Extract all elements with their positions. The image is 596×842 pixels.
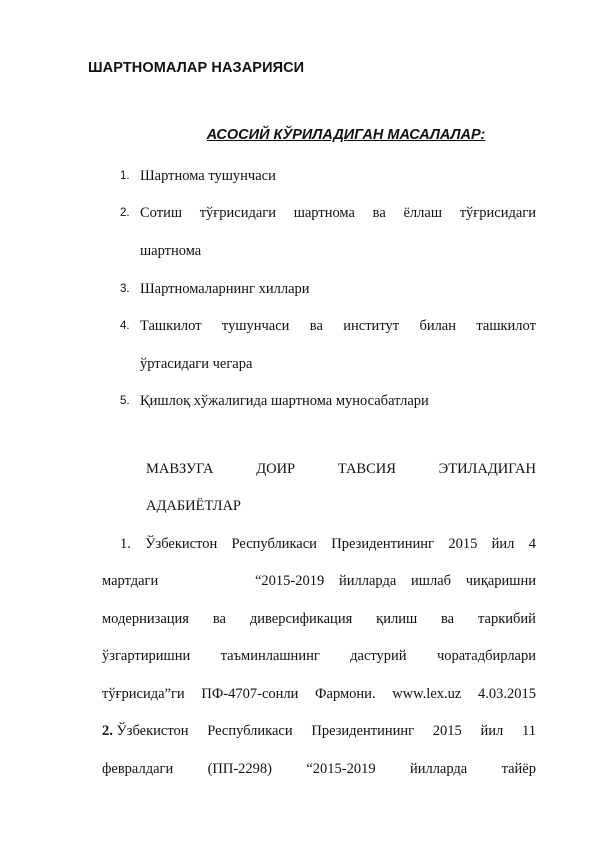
word: Сотиш: [140, 205, 182, 221]
word: йилларда: [409, 761, 468, 777]
topic-number: 2.: [120, 207, 130, 219]
word: “2015-2019: [255, 573, 325, 589]
topic-number: 4.: [120, 320, 130, 332]
topic-text-line: шартнома: [140, 243, 202, 259]
word: 4: [528, 536, 536, 552]
word: тўғрисидаги: [199, 205, 276, 221]
reference-line: [102, 686, 536, 703]
word: www.lex.uz: [392, 686, 462, 702]
word: таъминлашнинг: [220, 648, 320, 664]
word: Ўзбекистон: [145, 536, 218, 552]
word: “2015-2019: [306, 761, 376, 777]
topic-text: Шартнома тушунчаси: [140, 168, 276, 184]
references-heading: [146, 461, 536, 478]
word: Фармони.: [315, 686, 376, 702]
reference-line: [102, 723, 536, 740]
word: ПФ-4707-сонли: [201, 686, 299, 702]
word: дастурий: [350, 648, 407, 664]
topic-number: 5.: [120, 395, 130, 407]
topic-text: Шартномаларнинг хиллари: [140, 281, 310, 297]
word: чиқаришни: [465, 573, 536, 589]
word: (ПП-2298): [207, 761, 273, 777]
word: тўғрисида”ги: [102, 686, 185, 702]
word: ўзгартиришни: [102, 648, 191, 664]
word: тўғрисидаги: [459, 205, 536, 221]
word: чоратадбирлари: [436, 648, 536, 664]
document-title: ШАРТНОМАЛАР НАЗАРИЯСИ: [88, 60, 305, 76]
topic-text: Қишлоқ хўжалигида шартнома муносабатлари: [140, 393, 429, 409]
reference-line: [102, 611, 536, 628]
word: 11: [522, 723, 536, 739]
references-heading-line2: АДАБИЁТЛАР: [146, 498, 241, 514]
word: шартнома: [293, 205, 355, 221]
word: ТАВСИЯ: [337, 461, 396, 477]
reference-segment: [255, 573, 536, 590]
word: ДОИР: [256, 461, 296, 477]
word: 2015: [432, 723, 462, 739]
reference-line: [102, 648, 536, 665]
word: тайёр: [501, 761, 536, 777]
word: таркибий: [478, 611, 536, 627]
word: ва: [309, 318, 323, 334]
word: 1.: [120, 536, 131, 552]
word: тушунчаси: [221, 318, 290, 334]
topic-text-line: [140, 205, 536, 222]
topic-text-line: ўртасидаги чегара: [140, 356, 253, 372]
word: қилиш: [376, 611, 418, 627]
word: ва: [441, 611, 455, 627]
word: мартдаги: [102, 573, 159, 589]
word: йил: [491, 536, 515, 552]
word: билан: [419, 318, 457, 334]
reference-line: [120, 536, 536, 553]
word: йилларда: [339, 573, 397, 589]
word: йил: [480, 723, 504, 739]
word: институт: [343, 318, 400, 334]
topic-number: 3.: [120, 283, 130, 295]
word: Ташкилот: [140, 318, 202, 334]
word: ва: [212, 611, 226, 627]
word: 4.03.2015: [477, 686, 536, 702]
word: модернизация: [102, 611, 189, 627]
topic-text-line: [140, 318, 536, 335]
word: февралдаги: [102, 761, 174, 777]
word: диверсификация: [249, 611, 353, 627]
word: Президентининг: [311, 723, 415, 739]
word: Республикаси: [207, 723, 293, 739]
word: Президентининг: [331, 536, 434, 552]
word: 2. Ўзбекистон: [102, 723, 189, 739]
word: ёллаш: [403, 205, 442, 221]
word: 2015: [448, 536, 478, 552]
reference-line: [102, 761, 536, 778]
word: ташкилот: [476, 318, 536, 334]
word: МАВЗУГА: [146, 461, 214, 477]
topic-number: 1.: [120, 170, 130, 182]
section-subtitle: АСОСИЙ КЎРИЛАДИГАН МАСАЛАЛАР:: [206, 127, 486, 143]
word: ЭТИЛАДИГАН: [438, 461, 536, 477]
word: ва: [372, 205, 386, 221]
word: ишлаб: [411, 573, 452, 589]
word: Республикаси: [231, 536, 317, 552]
